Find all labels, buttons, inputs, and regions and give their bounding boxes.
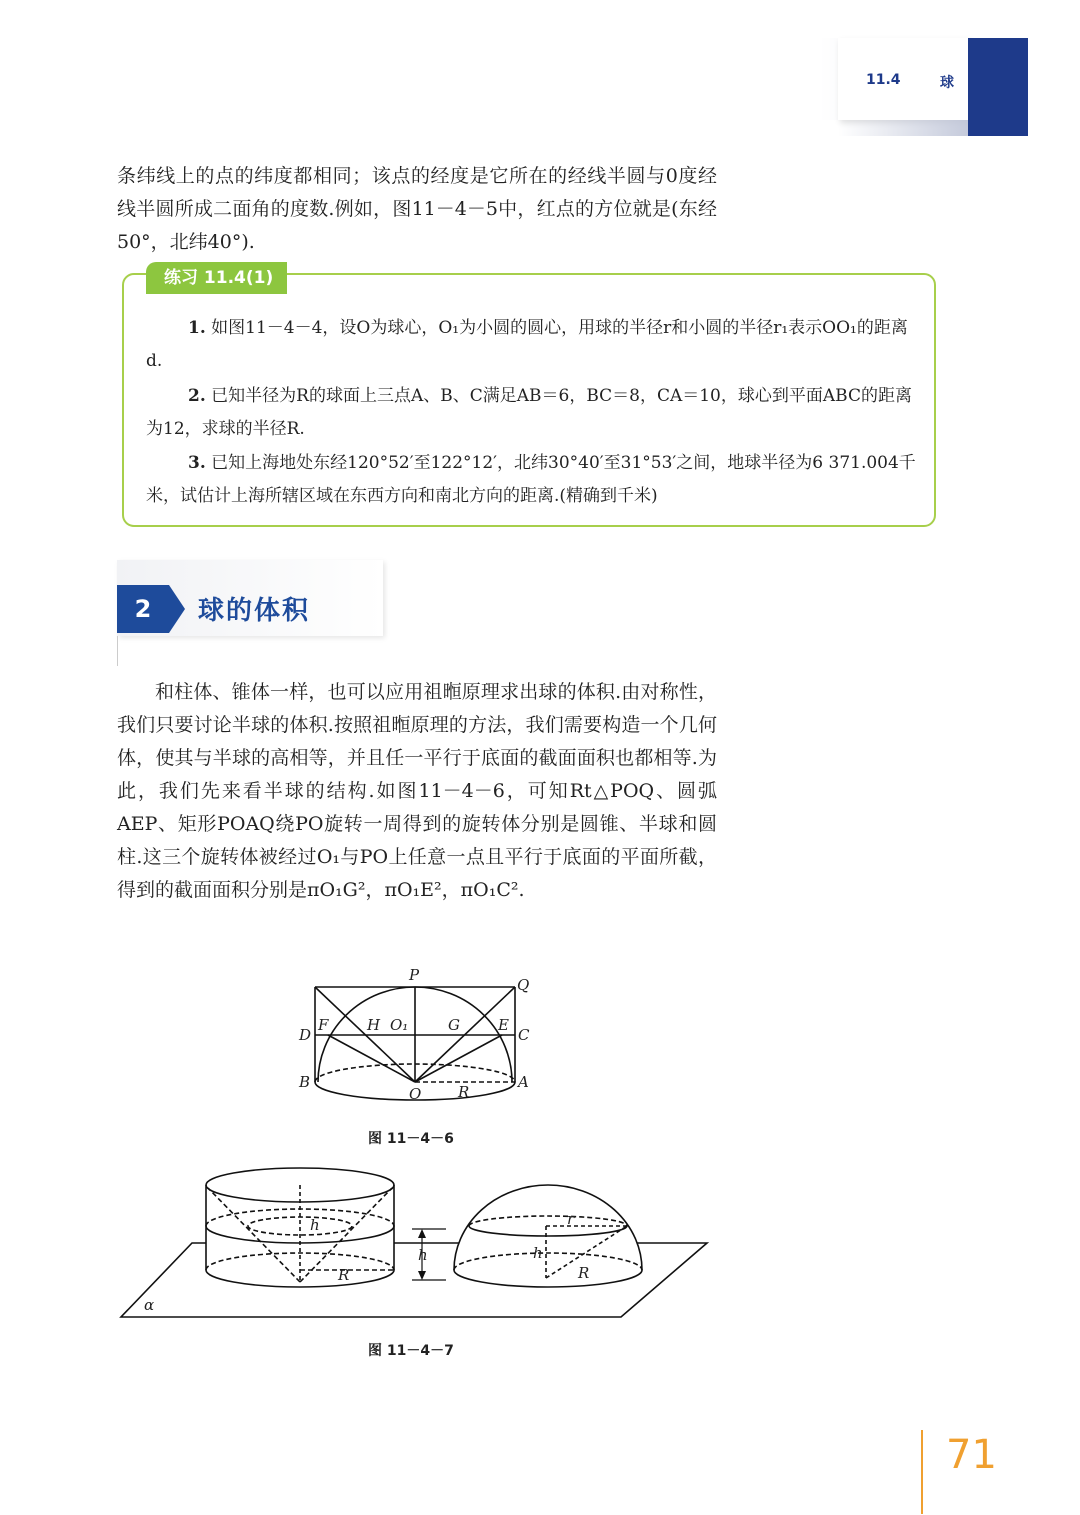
exercise-item-text: 已知半径为R的球面上三点A、B、C满足AB＝6，BC＝8，CA＝10，球心到平面ABC的距离为12，求球的半径R. <box>146 386 912 439</box>
exercise-item-number: 1. <box>188 318 206 338</box>
label-h-hemisphere: h <box>533 1244 543 1262</box>
section-title: 球的体积 <box>198 596 311 626</box>
exercise-item-text: 如图11－4－4，设O为球心，O₁为小圆的圆心，用球的半径r和小圆的半径r₁表示OO₁的距离d. <box>146 318 908 371</box>
section-arrow-icon <box>169 585 185 633</box>
label-B: B <box>299 1073 311 1091</box>
figure-caption-1: 图 11－4－6 <box>368 1131 454 1147</box>
label-F: F <box>318 1016 329 1034</box>
line-OF <box>328 1035 415 1082</box>
label-P: P <box>409 966 420 984</box>
exercise-item-text: 已知上海地处东经120°52′至122°12′，北纬30°40′至31°53′之间，地球半径为6 371.004千米，试估计上海所辖区域在东西方向和南北方向的距离.(精确到千米) <box>146 453 916 506</box>
exercise-item-3 <box>146 447 916 513</box>
header-section-number: 11.4 <box>866 72 901 88</box>
exercise-label: 练习 11.4(1) <box>146 262 287 294</box>
label-E: E <box>498 1016 509 1034</box>
label-D: D <box>299 1026 312 1044</box>
figure-cylinder-hemisphere-plane <box>116 1160 710 1322</box>
label-r-hemisphere: r <box>567 1210 575 1228</box>
section-number: 2 <box>134 595 152 623</box>
label-C: C <box>518 1026 530 1044</box>
figure-hemisphere-diagram <box>290 960 550 1112</box>
body-paragraph: 和柱体、锥体一样，也可以应用祖暅原理求出球的体积.由对称性，我们只要讨论半球的体积.按照祖暅原理的方法，我们需要构造一个几何体，使其与半球的高相等，并且任一平行于底面的截面面积也都相等.为此，我们先来看半球的结构.如图11－4－6，可知Rt△POQ、圆弧AEP、矩形POAQ绕PO旋转一周得到的旋转体分别是圆锥、半球和圆柱.这三个旋转体被经过O₁与PO上任意一点且平行于底面的平面所截，得到的截面面积分别是πO₁G²，πO₁E²，πO₁C². <box>117 681 717 901</box>
line-OE <box>415 1035 502 1082</box>
label-O1: O₁ <box>390 1016 409 1034</box>
label-O: O <box>409 1085 422 1103</box>
label-alpha: α <box>144 1296 155 1314</box>
page-number-bar <box>921 1430 923 1514</box>
page-number: 71 <box>946 1432 997 1478</box>
label-A: A <box>518 1073 529 1091</box>
label-H: H <box>367 1016 381 1034</box>
exercise-item-1 <box>146 312 916 378</box>
label-Q: Q <box>517 976 530 994</box>
exercise-item-2 <box>146 380 916 446</box>
exercise-item-number: 3. <box>188 453 206 473</box>
section-divider <box>117 636 118 666</box>
label-h-cylinder: h <box>310 1216 320 1234</box>
label-R: R <box>458 1083 470 1101</box>
label-R-cylinder: R <box>338 1266 350 1284</box>
label-G: G <box>448 1016 460 1034</box>
intro-paragraph: 条纬线上的点的纬度都相同；该点的经度是它所在的经线半圆与0度经线半圆所成二面角的度数.例如，图11－4－5中，红点的方位就是(东经50°，北纬40°). <box>117 165 717 253</box>
header-section-title: 球 <box>940 75 954 91</box>
figure-caption-2: 图 11－4－7 <box>368 1343 454 1359</box>
label-h-marker: h <box>418 1246 428 1264</box>
label-R-hemisphere: R <box>578 1264 590 1282</box>
exercise-item-number: 2. <box>188 386 206 406</box>
